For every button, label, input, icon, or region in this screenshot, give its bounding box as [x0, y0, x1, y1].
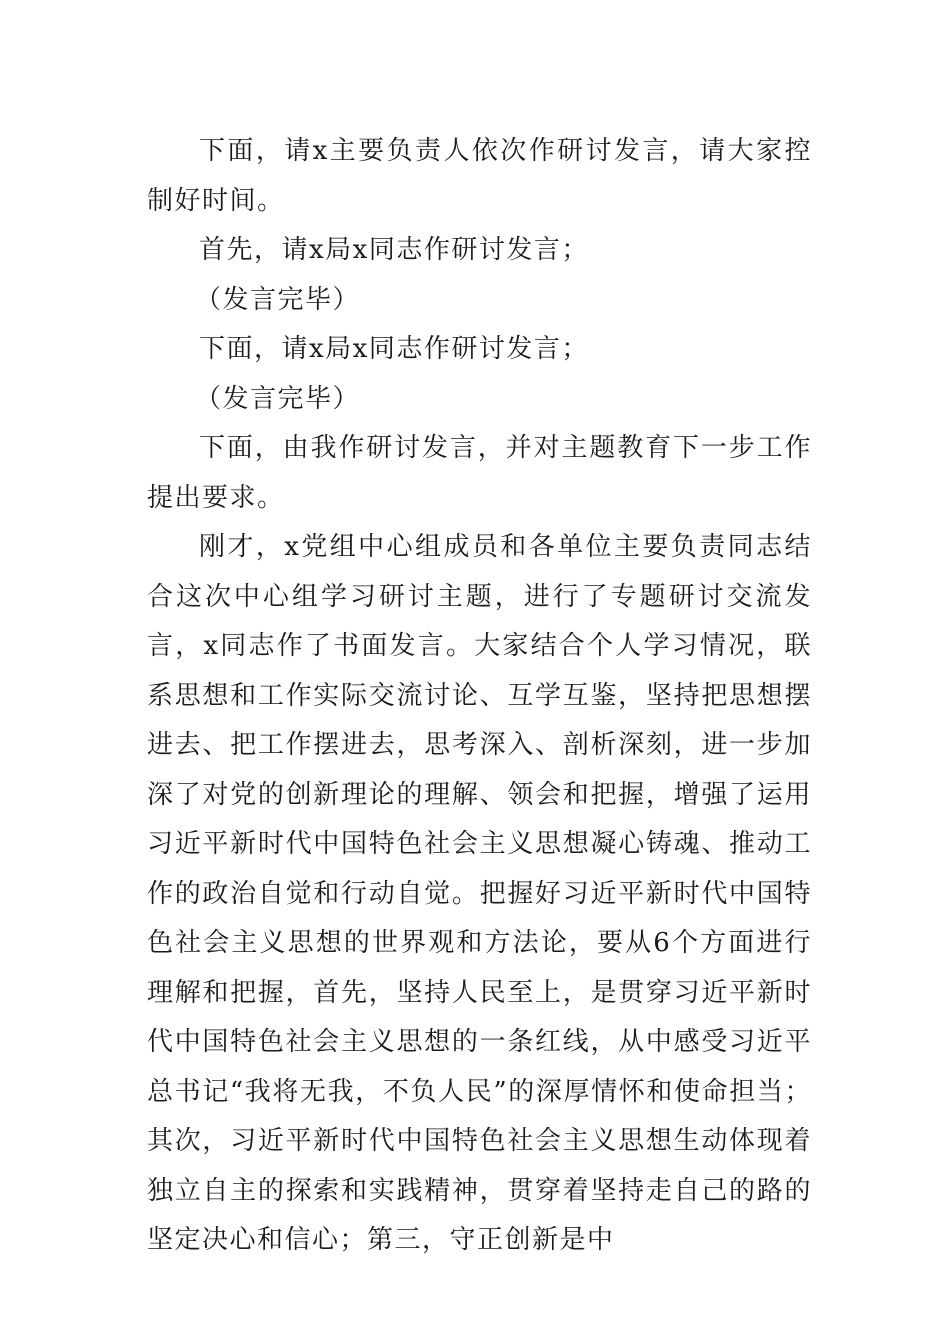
paragraph-speech-finished: （发言完毕） — [195, 383, 361, 414]
paragraph-main-body: 刚才，x党组中心组成员和各单位主要负责同志结合这次中心组学习研讨主题，进行了专题研讨交流发言，x同志作了书面发言。大家结合个人学习情况，联系思想和工作实际交流讨论、互学互鉴，坚持把思想摆进去、把工作摆进去，思考深入、剖析深刻，进一步加深了对党的创新理论的理解、领会和把握，增强了运用习近平新时代中国特色社会主义思想凝心铸魂、推动工作的政治自觉和行动自觉。把握好习近平新时代中国特色社会主义思想的世界观和方法论，要从6个方面进行理解和把握，首先，坚持人民至上，是贯穿习近平新时代中国特色社会主义思想的一条红线，从中感受习近平总书记“我将无我，不负人民”的深厚情怀和使命担当；其次，习近平新时代中国特色社会主义思想生动体现着独立自主的探索和实践精神，贯穿着坚持走自己的路的坚定决心和信心；第三，守正创新是中 — [147, 532, 812, 1255]
paragraph-next-speaker: 下面，请x局x同志作研讨发言； — [199, 334, 589, 364]
paragraph-first-speaker: 首先，请x局x同志作研讨发言； — [199, 235, 589, 265]
document-body — [147, 127, 812, 1266]
paragraph-speech-finished: （发言完毕） — [195, 284, 361, 315]
paragraph-intro: 下面，请x主要负责人依次作研讨发言，请大家控制好时间。 — [147, 136, 812, 216]
paragraph-my-speech: 下面，由我作研讨发言，并对主题教育下一步工作提出要求。 — [147, 433, 812, 513]
